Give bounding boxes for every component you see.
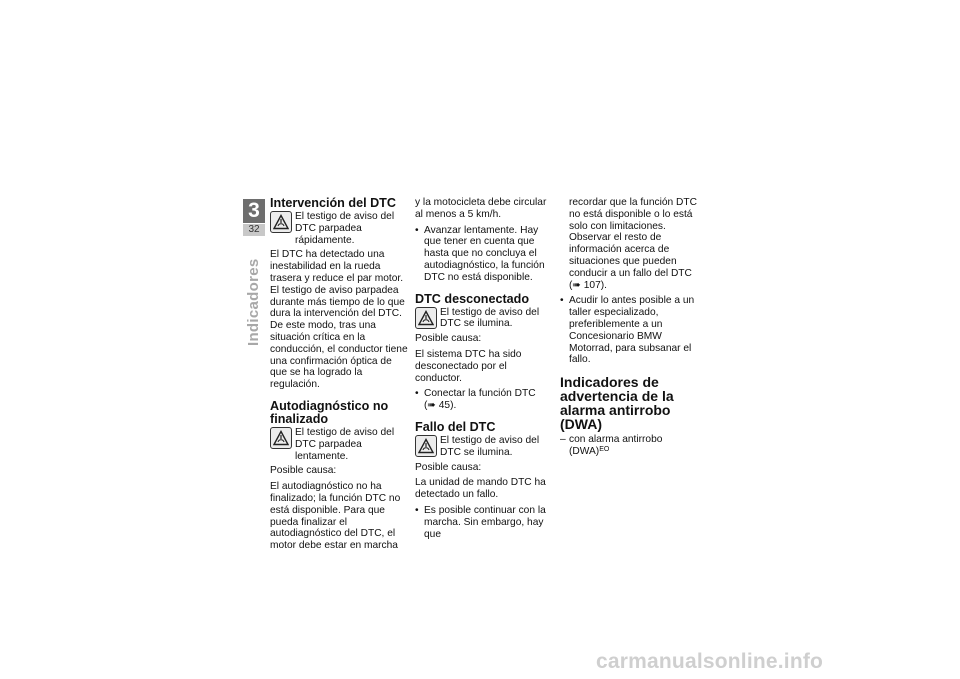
warning-block (270, 211, 410, 246)
column-3 (560, 197, 700, 458)
paragraph: El sistema DTC ha sido desconectado por el conductor. (415, 348, 522, 384)
heading-dtc-desconectado: DTC desconectado (415, 291, 530, 306)
paragraph: El DTC ha detectado una inestabilidad en la rueda trasera y reduce el par motor. El testigo de aviso parpadea durante más tiempo de lo que dura la intervención del DTC. De este modo, tras una situación crítica en la conducción, el conductor tiene una confirmación óptica de que se ha logrado la regulación. (270, 249, 408, 391)
bullet-item: • Avanzar lentamente. Hay que tener en cuenta que hasta que no concluya el autodiagnóstico, la función DTC no está disponible. (415, 225, 555, 284)
warning-block (415, 307, 555, 331)
bullet-item: • Conectar la función DTC (415, 388, 555, 400)
equipment-code: EO (599, 445, 610, 453)
dtc-warning-icon (270, 427, 292, 449)
continued-text: recordar que la función DTC no está disponible o lo está solo con limitaciones. Observar el resto de información acerca de situaciones que pueden conducir a un fallo del DTC (569, 197, 697, 279)
heading-dwa: Indicadores de advertencia de la alarma antirrobo (DWA) (560, 374, 674, 433)
dtc-warning-icon (415, 435, 437, 457)
page-number: 32 (243, 224, 265, 236)
dtc-warning-icon (270, 211, 292, 233)
dtc-warning-icon (415, 307, 437, 329)
paragraph: Posible causa: (415, 461, 482, 473)
column-2 (415, 197, 555, 544)
warning-text: El testigo de aviso del DTC se ilumina. (440, 434, 540, 458)
chapter-number: 3 (243, 199, 265, 223)
warning-text: El testigo de aviso del DTC parpadea rápidamente. (295, 211, 395, 246)
heading-fallo-dtc: Fallo del DTC (415, 419, 496, 434)
column-1 (270, 197, 410, 556)
heading-dtc-intervention: Intervención del DTC (270, 196, 396, 210)
equipment-note (560, 434, 700, 458)
paragraph: Posible causa: (415, 333, 482, 345)
page-reference: (➠ 45). (424, 400, 457, 412)
paragraph: Posible causa: (270, 465, 337, 477)
paragraph: El autodiagnóstico no ha finalizado; la función DTC no está disponible. Para que pueda finalizar el autodiagnóstico del DTC, el motor debe estar en marcha (270, 481, 401, 552)
warning-text: El testigo de aviso del DTC parpadea lentamente. (295, 426, 395, 462)
watermark: carmanualsonline.info (596, 650, 824, 673)
paragraph: La unidad de mando DTC ha detectado un fallo. (415, 477, 546, 501)
warning-block (270, 427, 410, 462)
paragraph: y la motocicleta debe circular al menos a 5 km/h. (415, 197, 547, 220)
page-reference: (➠ 107). (569, 279, 607, 291)
warning-text: El testigo de aviso del DTC se ilumina. (440, 306, 540, 330)
heading-autodiagnostico: Autodiagnóstico no finalizado (270, 398, 389, 426)
bullet-item: • Es posible continuar con la marcha. Sin embargo, hay que (415, 505, 555, 540)
equipment-text: con alarma antirrobo (DWA) (569, 434, 663, 457)
bullet-item: • Acudir lo antes posible a un taller especializado, preferiblemente a un Concesionario BMW Motorrad, para subsanar el fallo. (560, 295, 700, 366)
warning-block (415, 435, 555, 459)
section-label: Indicadores (245, 258, 262, 346)
